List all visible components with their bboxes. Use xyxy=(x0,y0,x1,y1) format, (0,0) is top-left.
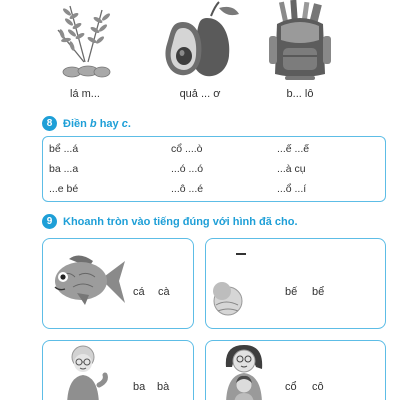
exercise9-header xyxy=(42,214,298,229)
fill-blank-item[interactable]: bể ...á xyxy=(49,143,79,155)
option-word[interactable]: bế xyxy=(285,286,298,298)
exercise8-title-b: b xyxy=(89,117,97,130)
baby-icon xyxy=(208,275,248,322)
option-word[interactable]: cô xyxy=(312,381,324,393)
option-word[interactable]: ba xyxy=(133,381,146,393)
exercise9-card-fish xyxy=(42,238,194,329)
exercise8-title xyxy=(63,118,131,130)
backpack-caption: b... lô xyxy=(286,88,314,100)
option-word[interactable]: bà xyxy=(157,381,170,393)
fill-blank-item[interactable]: ...à cụ xyxy=(277,163,306,175)
exercise8-header xyxy=(42,116,131,131)
grandmother-icon xyxy=(59,345,109,400)
fill-blank-item[interactable]: ...ổ ...í xyxy=(277,183,307,195)
exercise8-title-middle: hay xyxy=(96,117,122,130)
exercise9-title: Khoanh tròn vào tiếng đúng với hình đã cho. xyxy=(63,215,298,228)
fill-blank-item[interactable]: cổ ....ò xyxy=(171,143,203,155)
avocado-caption: quả ... ơ xyxy=(179,88,221,100)
exercise8-title-after: . xyxy=(127,117,131,130)
leaf-caption: lá m... xyxy=(70,88,100,100)
fish-icon xyxy=(49,251,127,316)
mother-and-child-icon xyxy=(220,341,270,400)
fill-blank-item[interactable]: ba ...a xyxy=(49,163,79,175)
exercise9-card-baby xyxy=(205,238,386,329)
backpack-icon xyxy=(255,0,345,82)
avocado-icon xyxy=(155,0,245,82)
option-word[interactable]: cá xyxy=(133,286,145,298)
exercise8-title-before: Điền xyxy=(63,117,90,130)
fill-blank-item[interactable]: ...ó ...ó xyxy=(171,163,204,175)
exercise8-number: 8 xyxy=(42,116,57,131)
exercise9-card-grandmother xyxy=(42,340,194,400)
option-word[interactable]: cổ xyxy=(285,381,297,393)
fill-blank-item[interactable]: ...ô ...é xyxy=(171,183,204,195)
fill-blank-item[interactable]: ...ế ...ế xyxy=(277,143,310,155)
exercise8-box xyxy=(42,136,386,202)
exercise9-number: 9 xyxy=(42,214,57,229)
fill-blank-item[interactable]: ...e bé xyxy=(49,183,79,195)
exercise8-title-c: c xyxy=(121,117,128,130)
option-word[interactable]: bể xyxy=(312,286,325,298)
exercise9-card-mother-child xyxy=(205,340,386,400)
tamarind-leaves-icon xyxy=(40,0,130,82)
option-word[interactable]: cà xyxy=(158,286,170,298)
image-top-edge xyxy=(236,253,246,255)
